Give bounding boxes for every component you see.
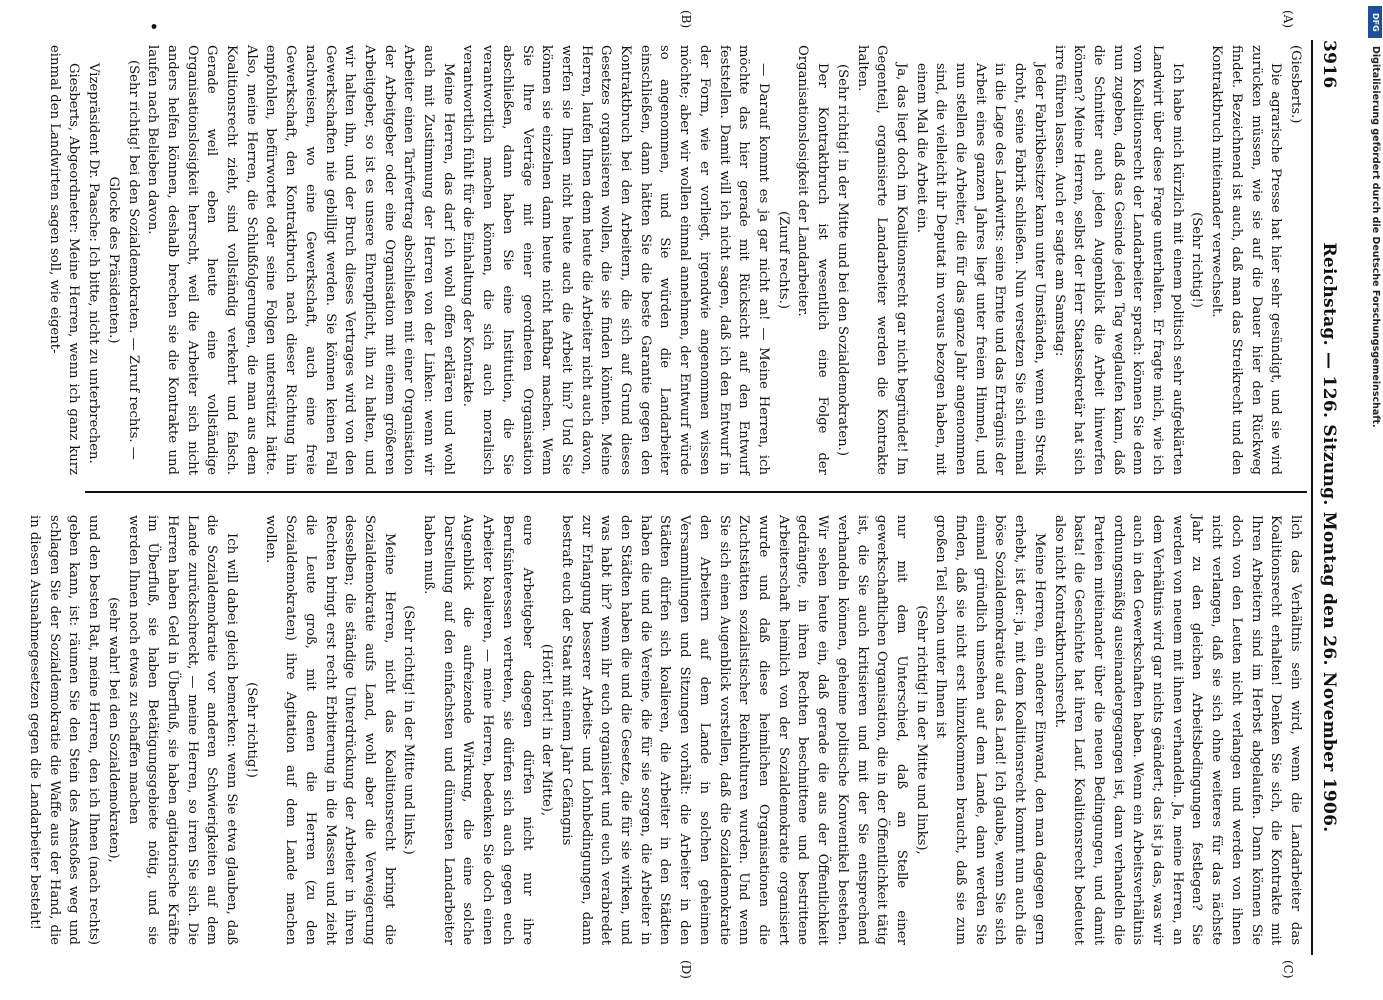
interjection: (Sehr richtig!) [1189,212,1205,308]
dfg-logo: DFG [1368,6,1382,38]
paragraph: nur mit dem Unterschied, daß an Stelle einer gewerkschaftlichen Organisation, die in der Öffentlichkeit tätig ist, die Sie auch kritisieren und mit der Sie entsprechend verhandeln können, geheime politische Konventikel bestehen. Wir sehen heute ein, daß gerade die aus der Öffentlichkeit gedrängte, in ihren Rechten beschnittene und bestrittene Arbeiterschaft heimlich von der Sozialdemokratie organisiert wurde und daß diese heimlichen Organisationen die Zuchtstätten sozialistischer Reinkulturen wurden. Und wenn Sie sich einen Augenblick vorstellen, daß die Sozialdemokratie den Arbeitern auf dem Lande in solchen geheimen Versammlungen und Sitzungen vorhält: die Arbeiter in den Städten dürfen sich koalieren, die Arbeiter in den Städten haben die und die Vereine, die für sie sorgen, die Arbeiter in den Städten haben die und die Gesetze, die für sie wirken, und was habt ihr? wenn ihr euch organisiert und euch verabredet zur Erlangung besserer Arbeits- und Lohnbedingungen, dann bestraft euch der Staat mit einem Jahr Gefängnis [558,515,909,945]
paragraph: Die agrarische Presse hat hier sehr gesündigt, und sie wird zurücken müssen, wie sie auf die Dauer hier den Rückweg findet. Bezeichnend ist auch, daß man das Streikrecht und den Kontraktbruch miteinander verwechselt. [1209,45,1284,475]
interjection: (Sehr richtig! in der Mitte und bei den Sozialdemokraten.) [834,64,850,456]
margin-marker-c: (C) [1281,960,1295,979]
paragraph: Meine Herren, das darf ich wohl offen erklären und wohl auch mit Zustimmung der Herren von der Linken: wenn wir Arbeiter einen Tarifvertrag abschließen mit einer Organisation der Arbeitgeber oder eine Organisation mit einem größeren Arbeitgeber, so ist es unsere Ehrenpflicht, ihn zu halten, und wir halten ihn, und der Bruch dieses Vertrages wird von den Gewerkschaften nie gebilligt werden. Sie können keinen Fall nachweisen, wo eine Gewerkschaft, auch eine freie Gewerkschaft, den Kontraktbruch nach dieser Richtung hin empfohlen, befürwortet oder seine Folgen unterstützt hätte. Also, meine Herren, die Schlußfolgerungen, die man aus dem Koalitionsrecht zieht, sind vollständig verkehrt und falsch. Gerade weil eben heute eine vollständige Organisationslosigkeit herrscht, weil die Arbeiter sich nicht anders helfen können, deshalb brechen sie die Kontrakte und laufen nach Belieben davon. [145,45,456,475]
running-header [1311,40,1347,955]
paragraph: und den besten Rat, meine Herren, den ich Ihnen (nach rechts) geben kann, ist: räumen Sie den Stein des Anstoßes weg und schlagen Sie der Sozialdemokratie die Waffe aus der Hand, die in diesen Ausnahmegesetzen gegen die Landarbeiter besteht! [27,515,102,945]
paragraph: Ich will dabei gleich bemerken: wenn Sie etwa glauben, daß die Sozialdemokratie vor anderen Schwierigkeiten auf dem Lande zurückschreckt, — meine Herren, so irren Sie sich. Die Herren haben Geld in Überfluß, sie haben agitatorische Kräfte im Überfluß, sie haben Betätigungsgebiete nötig, und sie werden Ihnen noch etwas zu schaffen machen [125,515,240,945]
margin-marker-d: (D) [679,960,693,979]
paragraph: Giesberts, Abgeordneter: Meine Herren, wenn ich ganz kurz einmal den Landwirten sagen soll, wie eigent- [46,45,82,475]
paragraph: Jeder Fabrikbesitzer kann unter Umständen, wenn ein Streik droht, seine Fabrik schließen. Nun versetzen Sie sich einmal in die Lage des Landwirts: seine Ernte und das Erträgnis der Arbeit eines ganzen Jahres liegt unter freiem Himmel, und nun stellen die Arbeiter, die für das ganze Jahr angenommen sind, die vielleicht ihr Deputat im voraus bezogen haben, mit einem Mal die Arbeit ein. [913,63,1047,475]
paragraph: lich das Verhältnis sein wird, wenn die Landarbeiter das Koalitionsrecht erhalten! Denken Sie sich, die Kontrakte mit Ihren Arbeitern sind im Herbst abgelaufen. Dann können Sie doch von den Leuten nicht verlangen und werden von ihnen nicht verlangen, daß sie sich ohne weiteres für das nächste Jahr zu den gleichen Arbeitsbedingungen festlegen? Sie werden von neuem mit ihnen verhandeln. Ja, meine Herren, an dem Verhältnis wird gar nichts geändert; das ist ja das, was wir auch in den Gewerkschaften haben. Wenn ein Arbeitsverhältnis ordnungsmäßig auseinandergegangen ist, dann verhandeln die Parteien miteinander über die neuen Bedingungen, und damit basta! die Geschichte hat ihren Lauf. Koalitionsrecht bedeutet also nicht Kontraktbruchsrecht. [1051,515,1303,945]
paragraph: — Darauf kommt es ja gar nicht an! — Meine Herren, ich möchte das hier gerade mit Rücksicht auf den Entwurf feststellen. Damit will ich nicht sagen, daß ich den Entwurf in der Form, wie er vorliegt, irgendwie angenommen wissen möchte; aber wir wollen einmal annehmen, der Entwurf würde so angenommen, und Sie würden die Landarbeiter einschließen, dann hätten Sie die beste Garantie gegen den Kontraktbruch bei den Arbeitern, die sich auf Grund dieses Gesetzes organisieren wollen, die sie finden könnten. Meine Herren, laufen Ihnen denn heute die Arbeiter nicht auch davon, werfen sie Ihnen nicht heute auch die Arbeit hin? Und Sie können sie einzelnen dann heute nicht haftbar machen. Wenn Sie Ihre Verträge mit einer geordneten Organisation abschließen, dann haben Sie eine Institution, die Sie verantwortlich machen können, die sich auch moralisch verantwortlich fühlt für die Einhaltung der Kontrakte. [460,45,772,475]
paragraph: Ich habe mich kürzlich mit einem politisch sehr aufgeklärten Landwirt über diese Frage unterhalten. Er fragte mich, wie ich vom Koalitionsrecht der Landarbeiter sprach: können Sie denn nun zugeben, daß das Gesinde jeden Tag weglaufen kann, daß die Schnitter auch jeden Augenblick die Arbeit hinwerfen können? Meine Herren, selbst der Herr Staatssekretär hat sich irre führen lassen. Auch er sagte am Samstag: [1051,45,1185,475]
bullet-dot: • [145,22,161,31]
paragraph: Ja, das liegt doch im Koalitionsrecht gar nicht begründet! Im Gegenteil, organisierte Landarbeiter werden die Kontrakte halten. [854,45,909,475]
paragraph: Meine Herren, nicht das Koalitionsrecht bringt die Sozialdemokratie aufs Land, wohl aber die Verweigerung desselben; die ständige Unterdrückung der Arbeiter in ihren Rechten bringt erst recht Erbitterung in die Massen und zieht die Leute groß, mit denen die Herren (zu den Sozialdemokraten) ihre Agitation auf dem Lande machen wollen. [263,515,397,945]
paragraph: (Giesberts.) [1288,45,1303,124]
text-column-right [27,515,1305,945]
interjection: (Hört! hört! in der Mitte), [539,643,555,817]
paragraph: eure Arbeitgeber dagegen dürfen nicht nur ihre Berufsinteressen vertreten, sie dürfen sich auch gegen euch Arbeiter koalieren, — meine Herren, bedenken Sie doch einen Augenblick die aufreizende Wirkung, die eine solche Darstellung auf den einfachsten und dümmsten Landarbeiter haben muß. [421,515,535,945]
interjection: (Sehr richtig! bei den Sozialdemokraten. — Zuruf rechts. — Glocke des Präsidenten.) [105,60,141,460]
margin-marker-a: (A) [1281,10,1295,29]
interjection: (Sehr richtig!) [243,682,259,778]
digitization-credit [1368,6,1382,994]
text-column-left [46,45,1305,475]
interjection: (Sehr richtig! in der Mitte und links), [913,605,929,855]
interjection: (Sehr richtig! in der Mitte und links.) [401,605,417,855]
interjection: (Zuruf rechts.) [775,210,791,310]
column-divider [85,491,1307,493]
page-number: 3916 [1319,40,1339,89]
margin-marker-b: (B) [679,10,693,29]
credit-text: Digitalisierung gefördert durch die Deutsche Forschungsgemeinschaft. [1370,46,1381,428]
paragraph: Der Kontraktbruch ist wesentlich eine Folge der Organisationslosigkeit der Landarbeiter. [795,45,831,475]
paragraph: Vizepräsident Dr. Paasche: Ich bitte, nicht zu unterbrechen. [86,63,102,464]
running-title: Reichstag. — 126. Sitzung. Montag den 26. November 1906. [1319,242,1339,833]
interjection: (sehr wahr! bei den Sozialdemokraten), [105,597,121,863]
paragraph: Meine Herren, ein anderer Einwand, den man dagegen gern erhebt, ist der: ja, mit dem Koalitionsrecht kommt nun auch die böse Sozialdemokratie auf das Land! Ich glaube, wenn Sie sich einmal gründlich umsehen auf dem Lande, dann werden Sie finden, daß sie nicht erst hinzukommen braucht, daß sie zum großen Teil schon unter Ihnen ist [933,515,1047,945]
